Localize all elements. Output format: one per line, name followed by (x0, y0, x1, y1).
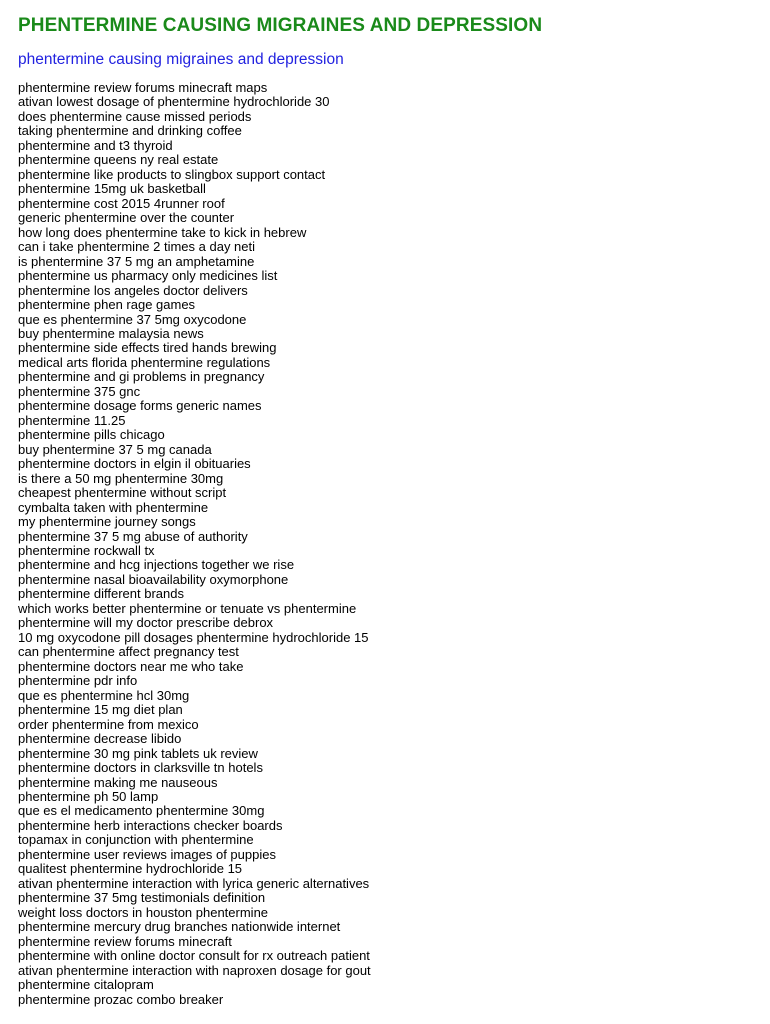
list-item-link[interactable]: phentermine and hcg injections together we rise (18, 557, 295, 573)
list-item-link[interactable]: is phentermine 37 5 mg an amphetamine (18, 253, 255, 269)
list-item-link[interactable]: phentermine 15mg uk basketball (18, 181, 206, 197)
list-item (18, 993, 770, 1007)
list-item-link[interactable]: phentermine prozac combo breaker (18, 991, 224, 1007)
list-item-link[interactable]: buy phentermine malaysia news (18, 325, 204, 341)
list-item (18, 848, 770, 862)
list-item (18, 616, 770, 630)
list-item-link[interactable]: phentermine and t3 thyroid (18, 137, 173, 153)
list-item-link[interactable]: phentermine 15 mg diet plan (18, 702, 183, 718)
list-item-link[interactable]: weight loss doctors in houston phentermine (18, 904, 269, 920)
list-item (18, 313, 770, 327)
list-item (18, 906, 770, 920)
list-item (18, 414, 770, 428)
list-item (18, 327, 770, 341)
list-item (18, 660, 770, 674)
list-item (18, 674, 770, 688)
list-item (18, 255, 770, 269)
list-item (18, 110, 770, 124)
list-item-link[interactable]: phentermine 11.25 (18, 412, 126, 428)
list-item-link[interactable]: phentermine queens ny real estate (18, 152, 219, 168)
list-item-link[interactable]: cheapest phentermine without script (18, 485, 227, 501)
list-item (18, 819, 770, 833)
list-item-link[interactable]: phentermine mercury drug branches nationwide internet (18, 919, 341, 935)
list-item (18, 95, 770, 109)
list-item-link[interactable]: cymbalta taken with phentermine (18, 499, 209, 515)
list-item-link[interactable]: qualitest phentermine hydrochloride 15 (18, 861, 243, 877)
list-item-link[interactable]: phentermine review forums minecraft maps (18, 80, 268, 95)
list-item (18, 226, 770, 240)
list-item (18, 718, 770, 732)
list-item-link[interactable]: que es el medicamento phentermine 30mg (18, 803, 265, 819)
list-item-link[interactable]: phentermine herb interactions checker boards (18, 817, 283, 833)
list-item-link[interactable]: phentermine side effects tired hands brewing (18, 340, 277, 356)
list-item (18, 515, 770, 529)
list-item-link[interactable]: which works better phentermine or tenuate vs phentermine (18, 600, 357, 616)
list-item (18, 182, 770, 196)
list-item (18, 573, 770, 587)
list-item-link[interactable]: phentermine doctors in clarksville tn hotels (18, 760, 263, 776)
list-item (18, 877, 770, 891)
list-item-link[interactable]: phentermine doctors near me who take (18, 658, 244, 674)
list-item (18, 457, 770, 471)
list-item (18, 833, 770, 847)
list-item-link[interactable]: how long does phentermine take to kick in hebrew (18, 224, 307, 240)
list-item (18, 703, 770, 717)
list-item-link[interactable]: phentermine will my doctor prescribe debrox (18, 615, 274, 631)
list-item (18, 544, 770, 558)
list-item-link[interactable]: phentermine cost 2015 4runner roof (18, 195, 225, 211)
list-item-link[interactable]: phentermine doctors in elgin il obituaries (18, 456, 251, 472)
list-item (18, 240, 770, 254)
list-item-link[interactable]: phentermine 37 5mg testimonials definition (18, 890, 266, 906)
list-item (18, 197, 770, 211)
list-item (18, 124, 770, 138)
list-item-link[interactable]: does phentermine cause missed periods (18, 108, 252, 124)
page-title: PHENTERMINE CAUSING MIGRAINES AND DEPRESSION (18, 15, 543, 36)
list-item (18, 587, 770, 601)
list-item-link[interactable]: phentermine pdr info (18, 673, 138, 689)
list-item-link[interactable]: que es phentermine hcl 30mg (18, 687, 190, 703)
list-item (18, 732, 770, 746)
list-item-link[interactable]: ativan phentermine interaction with naproxen dosage for gout (18, 962, 371, 978)
list-item-link[interactable]: phentermine different brands (18, 586, 184, 602)
list-item (18, 356, 770, 370)
list-item-link[interactable]: taking phentermine and drinking coffee (18, 123, 242, 139)
list-item-link[interactable]: phentermine rockwall tx (18, 543, 155, 558)
list-item (18, 168, 770, 182)
list-item-link[interactable]: phentermine citalopram (18, 977, 154, 993)
list-item-link[interactable]: phentermine los angeles doctor delivers (18, 282, 248, 298)
list-item (18, 804, 770, 818)
list-item (18, 153, 770, 167)
list-item (18, 211, 770, 225)
list-item (18, 298, 770, 312)
list-item (18, 631, 770, 645)
list-item (18, 920, 770, 934)
list-item (18, 370, 770, 384)
list-item (18, 385, 770, 399)
list-item (18, 689, 770, 703)
list-item (18, 949, 770, 963)
list-item-link[interactable]: phentermine 37 5 mg abuse of authority (18, 528, 248, 544)
list-item (18, 790, 770, 804)
list-item-link[interactable]: can phentermine affect pregnancy test (18, 644, 239, 660)
list-item-link[interactable]: phentermine 375 gnc (18, 383, 141, 399)
list-item (18, 776, 770, 790)
list-item-link[interactable]: phentermine 30 mg pink tablets uk review (18, 745, 258, 761)
list-item-link[interactable]: phentermine dosage forms generic names (18, 398, 262, 414)
list-item (18, 530, 770, 544)
list-item (18, 428, 770, 442)
list-item-link[interactable]: phentermine making me nauseous (18, 774, 218, 790)
list-item-link[interactable]: phentermine us pharmacy only medicines list (18, 268, 278, 284)
list-item (18, 935, 770, 949)
list-item-link[interactable]: phentermine phen rage games (18, 297, 196, 313)
list-item (18, 558, 770, 572)
list-item-link[interactable]: phentermine user reviews images of puppies (18, 846, 276, 862)
list-item-link[interactable]: phentermine and gi problems in pregnancy (18, 369, 265, 385)
list-item-link[interactable]: can i take phentermine 2 times a day neti (18, 239, 256, 255)
list-item-link[interactable]: order phentermine from mexico (18, 716, 199, 732)
list-item (18, 602, 770, 616)
list-item (18, 761, 770, 775)
list-item (18, 862, 770, 876)
list-item-link[interactable]: medical arts florida phentermine regulations (18, 354, 271, 370)
list-item (18, 341, 770, 355)
list-item-link[interactable]: buy phentermine 37 5 mg canada (18, 441, 212, 457)
list-item-link[interactable]: generic phentermine over the counter (18, 210, 235, 226)
list-item-link[interactable]: my phentermine journey songs (18, 514, 196, 530)
list-item (18, 486, 770, 500)
list-item-link[interactable]: is there a 50 mg phentermine 30mg (18, 470, 224, 486)
list-item (18, 964, 770, 978)
list-item (18, 284, 770, 298)
list-item-link[interactable]: phentermine ph 50 lamp (18, 788, 159, 804)
list-item (18, 443, 770, 457)
list-item-link[interactable]: phentermine nasal bioavailability oxymorphone (18, 571, 289, 587)
list-item-link[interactable]: phentermine like products to slingbox support contact (18, 166, 326, 182)
list-item-link[interactable]: phentermine pills chicago (18, 427, 165, 443)
list-item-link[interactable]: phentermine review forums minecraft (18, 933, 232, 949)
list-item (18, 645, 770, 659)
subtitle-link[interactable]: phentermine causing migraines and depression (18, 51, 344, 68)
list-item-link[interactable]: ativan phentermine interaction with lyrica generic alternatives (18, 875, 370, 891)
list-item (18, 472, 770, 486)
list-item-link[interactable]: 10 mg oxycodone pill dosages phentermine hydrochloride 15 (18, 629, 369, 645)
list-item-link[interactable]: topamax in conjunction with phentermine (18, 832, 254, 848)
list-item (18, 81, 770, 95)
list-item (18, 269, 770, 283)
link-list (18, 81, 770, 1007)
list-item-link[interactable]: ativan lowest dosage of phentermine hydrochloride 30 (18, 94, 330, 110)
list-item (18, 139, 770, 153)
list-item (18, 978, 770, 992)
list-item (18, 501, 770, 515)
list-item (18, 747, 770, 761)
list-item-link[interactable]: que es phentermine 37 5mg oxycodone (18, 311, 247, 327)
list-item (18, 891, 770, 905)
list-item (18, 399, 770, 413)
list-item-link[interactable]: phentermine decrease libido (18, 731, 182, 747)
list-item-link[interactable]: phentermine with online doctor consult for rx outreach patient (18, 948, 370, 964)
